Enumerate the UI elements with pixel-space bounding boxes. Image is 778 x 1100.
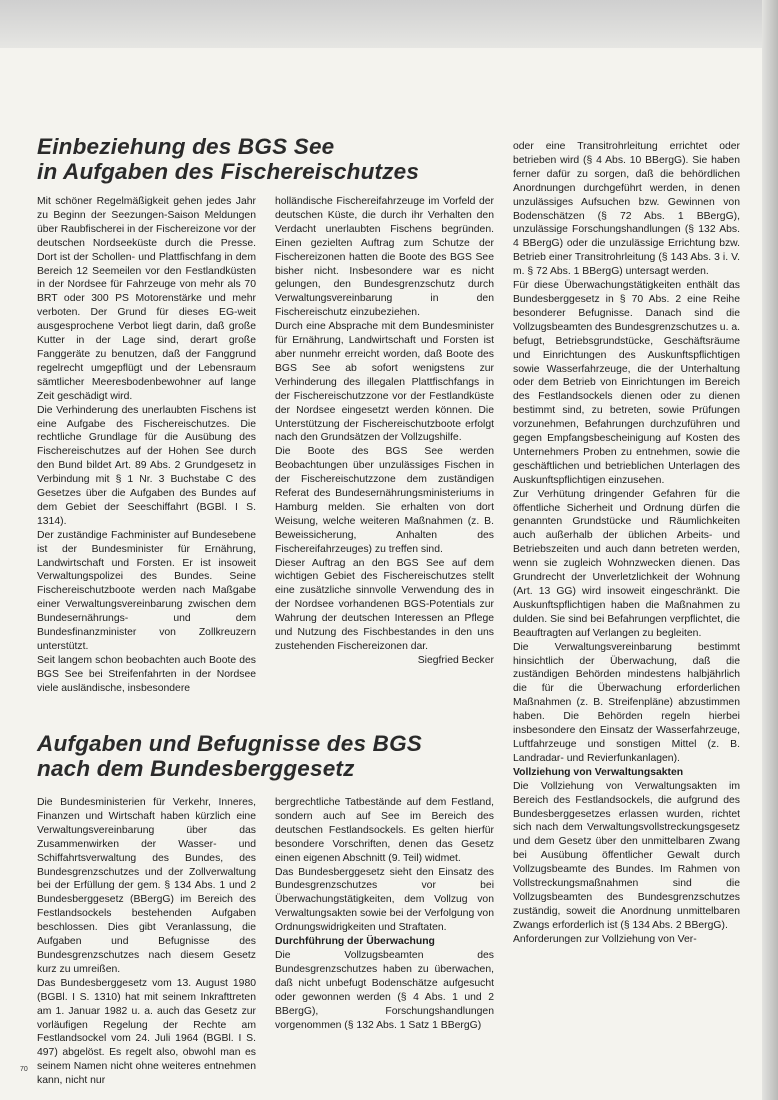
article-title-line-2: nach dem Bundesberggesetz <box>37 756 355 781</box>
paragraph: Für diese Überwachungstätigkeiten enthält das Bundesberggesetz in § 70 Abs. 2 eine Reihe besonderer Befugnisse. Danach sind die Vollzugsbeamten des Bundesgrenzschutzes u. a. befugt, Betriebsgrundstücke, Geschäftsräume und Einrichtungen des Auskunftspflichtigen sowie Wasserfahrzeuge, die der Unterhaltung oder dem Betrieb von Einrichtungen im Bereich des Festlandsockels dienen oder zu dienen bestimmt sind, zu betreten, sowie Prüfungen vorzunehmen, Befahrungen durchzuführen und gegen Empfangsbescheinigung auf Kosten des Unternehmers Proben zu entnehmen, sowie die geschäftlichen und betrieblichen Unterlagen des Auskunftspflichtigen einzusehen. <box>513 280 740 486</box>
paragraph: Durch eine Absprache mit dem Bundesminister für Ernährung, Landwirtschaft und Forsten ist aber nunmehr erreicht worden, daß Boote des BGS See ab sofort wenigstens zur Verhinderung des illegalen Plattfischfangs in der Fischereischutzzone vor der Festlandküste der Nordsee eingesetzt werden können. Die Unterstützung der Fischereischutzboote erfolgt nach den Grundsätzen der Vollzugshilfe. <box>275 321 494 444</box>
article-title-line-1: Aufgaben und Befugnisse des BGS <box>37 731 422 756</box>
author-signature: Siegfried Becker <box>417 654 494 666</box>
article-title-line-2: in Aufgaben des Fischereischutzes <box>37 159 420 184</box>
article-title-bundesberggesetz <box>37 731 422 781</box>
paragraph: Das Bundesberggesetz vom 13. August 1980 (BGBl. I S. 1310) hat mit seinem Inkrafttreten am 1. Januar 1982 u. a. auch das Gesetz zur vorläufigen Regelung der Rechte am Festlandsockel vom 24. Juli 1964 (BGBl. I S. 497) abgelöst. Es regelt also, obwohl man es seinem Namen nicht ohne weiteres entnehmen kann, nicht nur <box>37 977 256 1086</box>
article2-column-2 <box>275 796 494 1086</box>
paragraph: Das Bundesberggesetz sieht den Einsatz des Bundesgrenzschutzes vor bei Überwachungstätigkeiten, dem Vollzug von Verwaltungsakten sowie bei der Verfolgung von Ordnungswidrigkeiten und Straftaten. <box>275 866 494 934</box>
section-subheading: Durchführung der Überwachung <box>275 936 435 948</box>
paragraph: oder eine Transitrohrleitung errichtet oder betrieben wird (§ 4 Abs. 10 BBergG). Sie haben ferner dafür zu sorgen, daß die behördlichen Anordnungen durchgeführt werden, in denen unzulässiges Aufsuchen bzw. Gewinnen von Bodenschätzen (§ 72 Abs. 1 BBergG), unzulässige Forschungshandlungen (§ 132 Abs. 4 BBergG) oder die unzulässige Errichtung bzw. Betrieb einer Transitrohrleitung (§ 143 Abs. 3 i. V. m. § 72 Abs. 1 BBergG) untersagt werden. <box>513 141 740 278</box>
paragraph: bergrechtliche Tatbestände auf dem Festland, sondern auch auf See im Bereich des deutschen Festlandsockels. Es gelten hierfür besondere Vorschriften, denen das Gesetz einen eigenen Abschnitt (9. Teil) widmet. <box>275 797 494 864</box>
paragraph: Anforderungen zur Vollziehung von Ver- <box>513 933 697 945</box>
paragraph: Zur Verhütung dringender Gefahren für die öffentliche Sicherheit und Ordnung dürfen die genannten Grundstücke und Räumlichkeiten auch außerhalb der üblichen Arbeits- und Betriebszeiten und auch dann betreten werden, wenn sie zugleich Wohnzwecken dienen. Das Grundrecht der Unverletzlichkeit der Wohnung (Art. 13 GG) wird insoweit eingeschränkt. Die Auskunftspflichtigen haben die Maßnahmen zu dulden. Sie sind bei Befahrungen verpflichtet, die Beauftragten auf Verlangen zu begleiten. <box>513 488 740 639</box>
paragraph: Die Bundesministerien für Verkehr, Inneres, Finanzen und Wirtschaft haben kürzlich eine Verwaltungsvereinbarung über das Zusammenwirken der Wasser- und Schiffahrtsverwaltung des Bundes, des Bundesgrenzschutzes und der Zollverwaltung bei der Erfüllung der gem. § 134 Abs. 1 und 2 Bundesberggesetz (BBergG) im Bereich des Festlandsockels bestehenden Aufgaben beschlossen. Dies gibt Veranlassung, die Aufgaben und Befugnisse des Bundesgrenzschutzes nach diesem Gesetz kurz zu umreißen. <box>37 797 256 975</box>
article1-column-1 <box>37 195 256 695</box>
paragraph: Seit langem schon beobachten auch Boote des BGS See bei Streifenfahrten in der Nordsee viele ausländische, insbesondere <box>37 654 256 694</box>
paragraph: Dieser Auftrag an den BGS See auf dem wichtigen Gebiet des Fischereischutzes stellt eine zusätzliche sinnvolle Verwendung des in der Nordsee vorhandenen BGS-Potentials zur Wahrung der deutschen Interessen an Pflege und Nutzung des Fischbestandes in den uns zustehenden Fischereizonen dar. <box>275 557 494 652</box>
page-number: 70 <box>20 1066 28 1073</box>
paragraph: Die Verwaltungsvereinbarung bestimmt hinsichtlich der Überwachung, daß die zuständigen Behörden mindestens halbjährlich die für die Überwachung erforderlichen Maßnahmen (z. B. Streifenpläne) abzustimmen haben. Die Behörden regeln hierbei insbesondere den Einsatz der Wasserfahrzeuge, Luftfahrzeuge und sonstigen Mittel (z. B. Landradar- und Revierfunkanlagen). <box>513 641 740 764</box>
article1-column-2 <box>275 195 494 705</box>
article2-column-3 <box>513 140 740 1088</box>
binding-edge <box>762 0 778 1100</box>
paragraph: Mit schöner Regelmäßigkeit gehen jedes Jahr zu Beginn der Seezungen-Saison Meldungen über Raubfischerei in der Fischereizone vor der deutschen Nordseeküste durch die Presse. Dort ist der Schollen- und Plattfischfang in dem Bereich 12 Seemeilen vor den Festlandküsten in der Nordsee für Fahrzeuge von mehr als 70 BRT oder 300 PS Motorenstärke und mehr verboten. Der Grund für dieses EG-weit ausgesprochene Verbot liegt darin, daß große Kutter in der Lage sind, derart große Fanggeräte zu benutzen, daß der Fanggrund regelrecht umgepflügt und der Lebensraum sämtlicher Meeresbodenbewohner auf lange Zeit geschädigt wird. <box>37 196 256 402</box>
paragraph: holländische Fischereifahrzeuge im Vorfeld der deutschen Küste, die durch ihr Verhalten den Verdacht unerlaubten Fischens begründen. Einen gezielten Auftrag zum Schutze der Fischereizonen hatten die Boote des BGS See bisher nicht. Insbesondere war es nicht gelungen, den Bundesgrenzschutz durch Verwaltungsvereinbarung in den Fischereischutz einzubeziehen. <box>275 196 494 319</box>
paragraph: Die Verhinderung des unerlaubten Fischens ist eine Aufgabe des Fischereischutzes. Die rechtliche Grundlage für die Ausübung des Fischereischutzes auf der Hohen See durch den Bund bildet Art. 89 Abs. 2 Grundgesetz in Verbindung mit § 1 Nr. 3 Buchstabe C des Gesetzes über die Aufgaben des Bundes auf dem Gebiet der Seeschiffahrt (BGBl. I S. 1314). <box>37 404 256 527</box>
article-title-fischereischutz <box>37 134 419 184</box>
paragraph: Die Vollzugsbeamten des Bundesgrenzschutzes haben zu überwachen, daß nicht unbefugt Bodenschätze aufgesucht oder gewonnen werden (§ 4 Abs. 1 und 2 BBergG), Forschungshandlungen vorgenommen (§ 132 Abs. 1 Satz 1 BBergG) <box>275 949 494 1031</box>
section-subheading: Vollziehung von Verwaltungsakten <box>513 766 684 778</box>
page-top-band <box>0 0 778 48</box>
article-title-line-1: Einbeziehung des BGS See <box>37 134 335 159</box>
article2-column-1 <box>37 796 256 1086</box>
paragraph: Die Boote des BGS See werden Beobachtungen über unzulässiges Fischen in der Fischereischutzzone dem zuständigen Referat des Bundesernährungsministeriums in Hamburg melden. Sie erhalten von dort Weisung, welche weiteren Maßnahmen (z. B. Beweissicherung, Anhalten des Fischereifahrzeuges) zu treffen sind. <box>275 446 494 555</box>
paragraph: Die Vollziehung von Verwaltungsakten im Bereich des Festlandsockels, die aufgrund des Bundesberggesetzes erlassen wurden, richtet sich nach dem Verwaltungsvollstreckungsgesetz und dem Gesetz über den unmittelbaren Zwang bei Ausübung öffentlicher Gewalt durch Vollzugsbeamte des Bundes. Im Rahmen von Vollstreckungsmaßnahmen sind die Vollzugsbeamten des Bundesgrenzschutzes zuständig, soweit die Anordnung unmittelbaren Zwangs erforderlich ist (§ 134 Abs. 2 BBergG). <box>513 780 740 931</box>
paragraph: Der zuständige Fachminister auf Bundesebene ist der Bundesminister für Ernährung, Landwirtschaft und Forsten. Er ist insoweit Verwaltungspolizei des Bundes. Seine Fischereischutzboote werden nach Maßgabe einer Verwaltungsvereinbarung zwischen dem Bundesernährungs- und dem Bundesfinanzminister von Zollkreuzern unterstützt. <box>37 529 256 652</box>
